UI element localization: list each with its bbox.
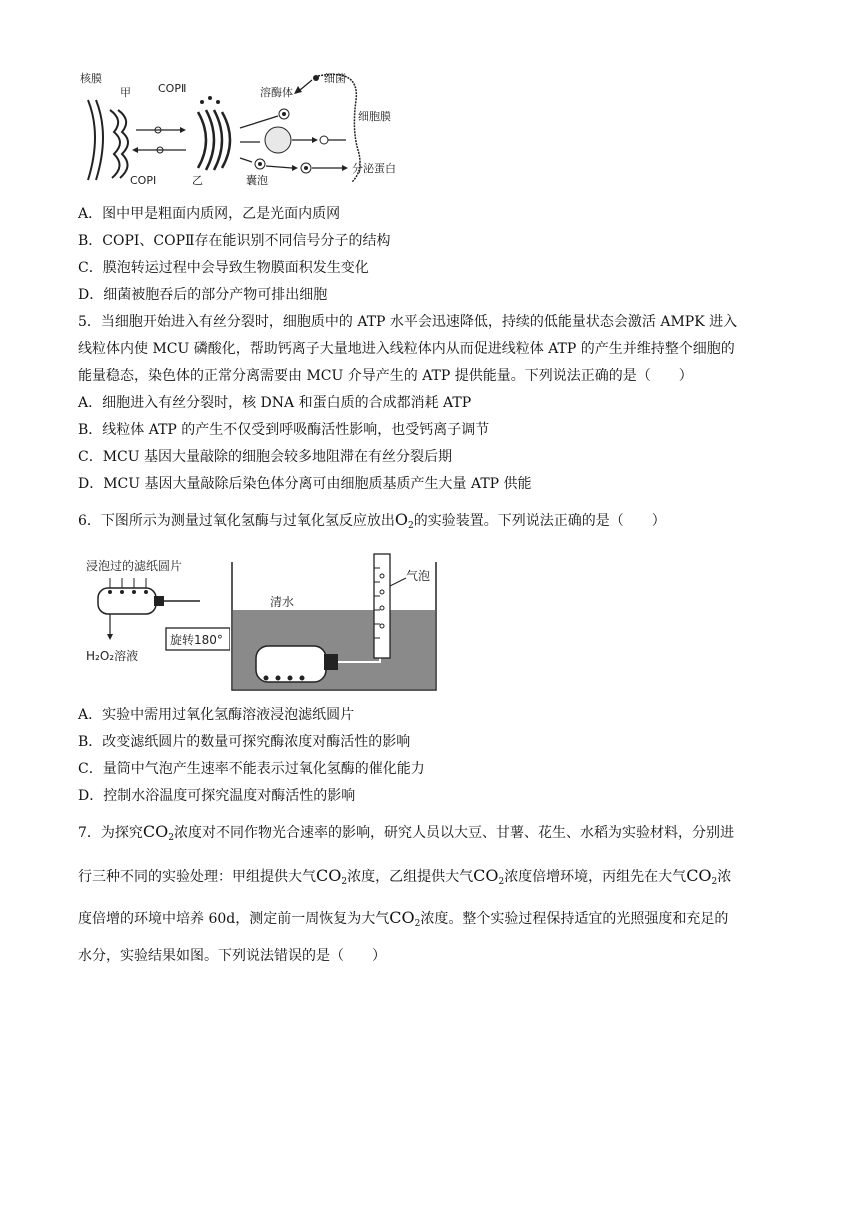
q5-option-d: D．MCU 基因大量敲除后染色体分离可由细胞质基质产生大量 ATP 供能 <box>78 476 532 492</box>
label-filter-paper: 浸泡过的滤纸圆片 <box>86 559 183 573</box>
label-bubble: 气泡 <box>406 569 431 583</box>
label-water: 清水 <box>270 595 295 609</box>
label-copi: COPⅠ <box>130 174 157 187</box>
label-bacteria: 细菌 <box>324 72 346 85</box>
vesicle-transport-figure <box>80 70 420 188</box>
q6-option-c: C．量筒中气泡产生速率不能表示过氧化氢酶的催化能力 <box>78 761 425 777</box>
q7-line-2: 行三种不同的实验处理：甲组提供大气$CO_2$浓度，乙组提供大气$CO_2$浓度倍增环境，丙组先在大气$CO_2$浓 <box>78 866 732 887</box>
label-yi: 乙 <box>192 174 203 187</box>
label-lysosome: 溶酶体 <box>260 86 293 99</box>
label-secreted-protein: 分泌蛋白 <box>352 162 396 175</box>
q7-line-3: 度倍增的环境中培养 60d，测定前一周恢复为大气$CO_2$浓度。整个实验过程保持适宜的光照强度和充足的 <box>78 908 729 929</box>
label-jia: 甲 <box>120 86 131 99</box>
q6-o2: $O_2$ <box>394 510 414 531</box>
q4-option-a: A．图中甲是粗面内质网，乙是光面内质网 <box>78 206 341 222</box>
q6-stem-after: 的实验装置。下列说法正确的是（ ） <box>413 513 666 529</box>
q5-stem-line-1: 5．当细胞开始进入有丝分裂时，细胞质中的 ATP 水平会迅速降低，持续的低能量状态会激活 AMPK 进入 <box>78 314 738 330</box>
q6-stem <box>78 510 666 536</box>
q4-option-d: D．细菌被胞吞后的部分产物可排出细胞 <box>78 287 328 303</box>
q6-option-a: A．实验中需用过氧化氢酶溶液浸泡滤纸圆片 <box>78 707 355 723</box>
apparatus-figure <box>80 548 440 694</box>
q6-stem-before: 6．下图所示为测量过氧化氢酶与过氧化氢反应放出 <box>78 513 395 529</box>
q6-option-d: D．控制水浴温度可探究温度对酶活性的影响 <box>78 788 356 804</box>
label-rotate: 旋转180° <box>170 633 223 647</box>
q5-stem-line-3: 能量稳态，染色体的正常分离需要由 MCU 介导产生的 ATP 提供能量。下列说法正确的是（ ） <box>78 368 693 384</box>
q6-option-b: B．改变滤纸圆片的数量可探究酶浓度对酶活性的影响 <box>78 734 411 750</box>
q5-option-c: C．MCU 基因大量敲除的细胞会较多地阻滞在有丝分裂后期 <box>78 449 453 465</box>
q5-stem-line-2: 线粒体内使 MCU 磷酸化，帮助钙离子大量地进入线粒体内从而促进线粒体 ATP 的产生并维持整个细胞的 <box>78 341 735 357</box>
label-nuclear-membrane: 核膜 <box>80 72 102 85</box>
label-h2o2-solution: H₂O₂溶液 <box>86 649 139 663</box>
q7-line-4: 水分，实验结果如图。下列说法错误的是（ ） <box>78 948 386 964</box>
q4-option-c: C．膜泡转运过程中会导致生物膜面积发生变化 <box>78 260 369 276</box>
q5-option-a: A．细胞进入有丝分裂时，核 DNA 和蛋白质的合成都消耗 ATP <box>78 395 472 411</box>
label-copii: COPⅡ <box>158 82 187 95</box>
q5-option-b: B．线粒体 ATP 的产生不仅受到呼吸酶活性影响，也受钙离子调节 <box>78 422 490 438</box>
q4-option-b: B．COPⅠ、COPⅡ存在能识别不同信号分子的结构 <box>78 233 391 249</box>
label-cell-membrane: 细胞膜 <box>358 110 391 123</box>
q7-line-1: 7．为探究$CO_2$浓度对不同作物光合速率的影响，研究人员以大豆、甘薯、花生、水稻为实验材料，分别进 <box>78 822 735 843</box>
label-vesicle: 囊泡 <box>246 174 268 187</box>
